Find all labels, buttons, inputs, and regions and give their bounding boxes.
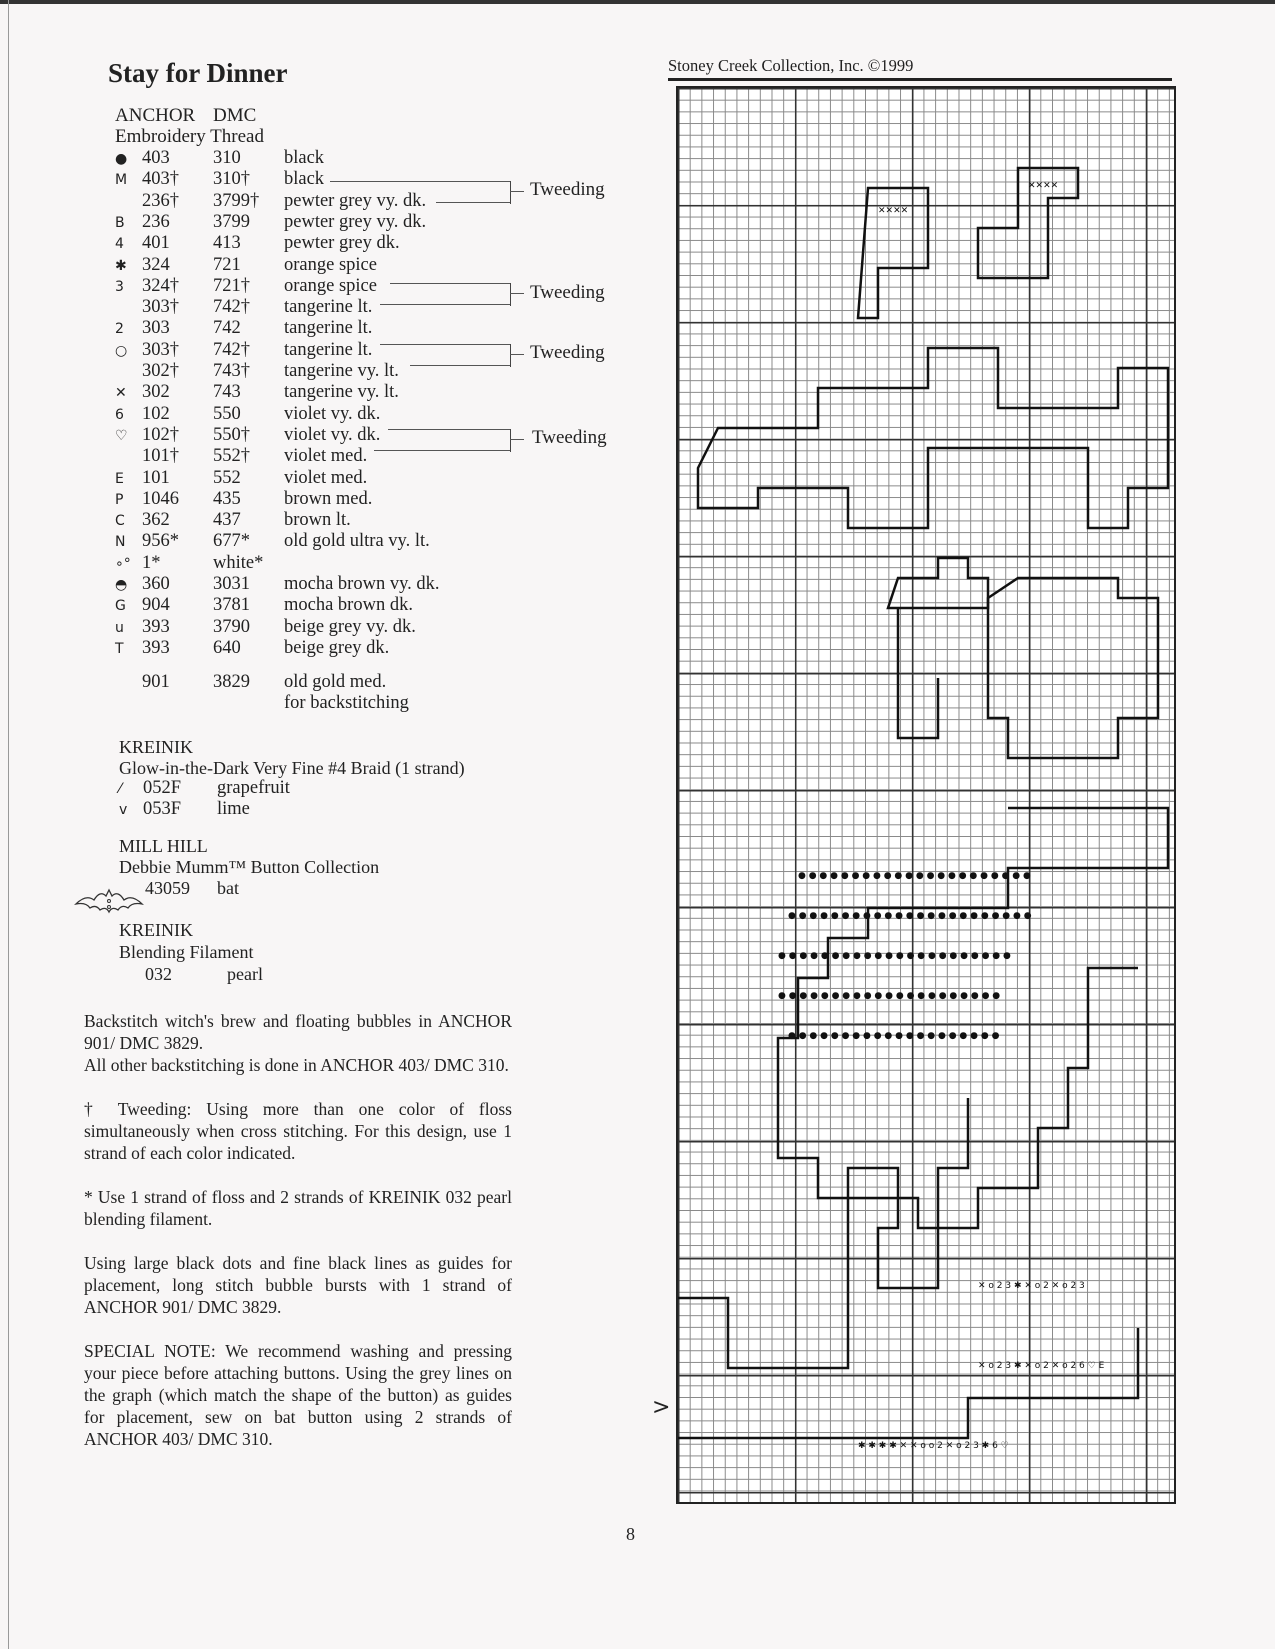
key-header-sub: Embroidery Thread — [115, 126, 264, 147]
anchor-code: 302 — [142, 382, 170, 403]
anchor-code: 303† — [142, 339, 179, 360]
item-code: 053F — [143, 799, 182, 819]
tweeding-label: Tweeding — [530, 342, 605, 363]
thread-symbol-icon: 3 — [115, 278, 124, 295]
note-backstitch-brew: Backstitch witch's brew and floating bubbles in ANCHOR 901/ DMC 3829. — [84, 1011, 512, 1053]
grapefruit-symbol-icon: ⁄ — [119, 781, 122, 797]
millhill-code: 43059 — [145, 878, 190, 898]
chart-symbol-row: ✕ o 2 3 ✱ ✕ o 2 ✕ o 2 3 — [978, 1281, 1085, 1291]
chart-symbol-row: ● ● ● ● ● ● ● ● ● ● ● ● ● ● ● ● ● ● ● ● — [788, 1031, 1000, 1041]
chart-symbol-row: ✕✕✕✕ — [878, 206, 909, 216]
anchor-code: 101† — [142, 446, 179, 467]
thread-symbol-icon: E — [115, 470, 124, 487]
anchor-code: 1046 — [142, 488, 179, 509]
color-name: tangerine vy. lt. — [284, 382, 399, 403]
thread-symbol-icon: ○ — [115, 342, 128, 359]
dmc-code: 742† — [213, 297, 250, 318]
dmc-code: 3790 — [213, 616, 250, 637]
anchor-code: 360 — [142, 574, 170, 594]
chart-motif-outlines — [678, 88, 1174, 1502]
dmc-code: 742† — [213, 339, 250, 360]
bat-button-icon — [74, 882, 144, 916]
color-name: tangerine vy. lt. — [284, 361, 399, 381]
kreinik-product: Glow-in-the-Dark Very Fine #4 Braid (1 strand) — [119, 758, 465, 778]
dmc-code: 552† — [213, 446, 250, 467]
anchor-code: 303 — [142, 318, 170, 339]
kreinik2-product: Blending Filament — [119, 942, 254, 962]
dmc-code: 721† — [213, 275, 250, 296]
item-name: grapefruit — [217, 778, 290, 798]
thread-symbol-icon: ✕ — [115, 385, 127, 402]
anchor-code: 401 — [142, 233, 170, 254]
chart-symbols — [778, 181, 1105, 1451]
color-name: pewter grey dk. — [284, 233, 400, 254]
bubble-outline — [888, 558, 988, 738]
color-name: mocha brown dk. — [284, 595, 413, 616]
cross-stitch-chart-grid — [676, 86, 1176, 1504]
dmc-code: 3031 — [213, 574, 250, 594]
item-name: lime — [217, 799, 250, 819]
anchor-code: 901 — [142, 672, 170, 692]
copyright-credit: Stoney Creek Collection, Inc. ©1999 — [668, 56, 914, 75]
anchor-code: 302† — [142, 361, 179, 381]
thread-symbol-icon: ✱ — [115, 257, 127, 274]
anchor-code: 236† — [142, 190, 179, 211]
chart-symbol-row: ● ● ● ● ● ● ● ● ● ● ● ● ● ● ● ● ● ● ● ● ● ● — [778, 951, 1011, 961]
item-code: 052F — [143, 778, 182, 798]
dmc-code: 550 — [213, 403, 241, 424]
notes-section — [84, 1010, 512, 1450]
anchor-code: 393 — [142, 637, 170, 658]
color-name: tangerine lt. — [284, 318, 373, 339]
flame-outline — [698, 348, 1168, 528]
page-top-edge — [0, 0, 1275, 4]
anchor-code: 956* — [142, 531, 179, 552]
thread-symbol-icon: M — [115, 172, 128, 189]
note-bubble-bursts: Using large black dots and fine black lines as guides for placement, long stitch bubble bursts with 1 strand of ANCHOR 901/ DMC 3829. — [84, 1253, 512, 1317]
anchor-code: 324† — [142, 275, 179, 296]
thread-symbol-icon: ∘° — [115, 555, 131, 572]
note-tweeding: † Tweeding: Using more than one color of floss simultaneously when cross stitching. For this design, use 1 strand of each color indicated. — [84, 1099, 512, 1163]
dmc-code: white* — [213, 552, 264, 573]
color-name: orange spice — [284, 275, 377, 296]
backstitch-note: for backstitching — [284, 693, 409, 713]
anchor-code: 393 — [142, 616, 170, 637]
color-name: tangerine lt. — [284, 297, 373, 318]
anchor-code: 324 — [142, 254, 170, 275]
note-blending: * Use 1 strand of floss and 2 strands of KREINIK 032 pearl blending filament. — [84, 1187, 512, 1229]
dmc-code: 3799 — [213, 211, 250, 232]
anchor-code: 403† — [142, 169, 179, 190]
dmc-code: 552 — [213, 467, 241, 488]
dmc-code: 721 — [213, 254, 241, 275]
color-name: old gold ultra vy. lt. — [284, 531, 430, 552]
chart-symbol-row: ✱ ✱ ✱ ✱ ✕ ✕ o o 2 ✕ o 2 3 ✱ 6 ♡ — [858, 1441, 1009, 1451]
center-marker-icon: > — [652, 1395, 671, 1420]
color-name: beige grey dk. — [284, 637, 390, 658]
millhill-name: bat — [217, 878, 239, 898]
thread-symbol-icon: ● — [115, 151, 128, 167]
color-name: violet med. — [284, 446, 368, 467]
color-name: old gold med. — [284, 672, 387, 692]
cauldron-base-outline — [678, 1098, 1138, 1438]
kreinik-heading: KREINIK — [119, 737, 193, 757]
color-name: pewter grey vy. dk. — [284, 190, 427, 211]
chart-symbol-row: ● ● ● ● ● ● ● ● ● ● ● ● ● ● ● ● ● ● ● ● ● ● ● — [788, 911, 1032, 921]
thread-symbol-icon: B — [115, 214, 125, 231]
millhill-heading: MILL HILL — [119, 836, 208, 856]
dmc-code: 640 — [213, 637, 241, 658]
thread-symbol-icon: ◓ — [115, 577, 128, 593]
chart-symbol-row: ✕ o 2 3 ✱ ✕ o 2 ✕ o 2 6 ♡ E — [978, 1361, 1105, 1371]
thread-symbol-icon: u — [115, 619, 124, 636]
anchor-code: 101 — [142, 467, 170, 488]
color-name: brown med. — [284, 488, 373, 509]
dmc-code: 437 — [213, 510, 241, 531]
thread-symbol-icon: G — [115, 598, 126, 615]
dmc-code: 3799† — [213, 190, 260, 211]
tweeding-label: Tweeding — [530, 282, 605, 303]
thread-symbol-icon: N — [115, 534, 126, 551]
color-name: tangerine lt. — [284, 339, 373, 360]
dmc-code: 413 — [213, 233, 241, 254]
thread-symbol-icon: T — [115, 640, 124, 657]
dmc-code: 435 — [213, 488, 241, 509]
millhill-product: Debbie Mumm™ Button Collection — [119, 857, 380, 877]
anchor-code: 236 — [142, 211, 170, 232]
thread-symbol-icon: ♡ — [115, 427, 128, 444]
dmc-code: 310 — [213, 148, 241, 168]
bubble-outline — [988, 578, 1158, 758]
note-backstitch-other: All other backstitching is done in ANCHOR 403/ DMC 310. — [84, 1055, 509, 1075]
dmc-code: 3829 — [213, 672, 250, 692]
page-margin-line — [8, 0, 9, 1649]
color-name: violet med. — [284, 467, 368, 488]
dmc-code: 310† — [213, 169, 250, 190]
dmc-code: 3781 — [213, 595, 250, 616]
color-name: black — [284, 148, 325, 168]
chart-symbol-row: ● ● ● ● ● ● ● ● ● ● ● ● ● ● ● ● ● ● ● ● ● — [778, 991, 1001, 1001]
dmc-code: 742 — [213, 318, 241, 339]
thread-symbol-icon: 6 — [115, 406, 124, 423]
page-title: Stay for Dinner — [108, 58, 288, 88]
kreinik2-code: 032 — [145, 964, 172, 984]
anchor-code: 362 — [142, 510, 170, 531]
anchor-code: 904 — [142, 595, 170, 616]
color-name: beige grey vy. dk. — [284, 616, 416, 637]
page-number: 8 — [626, 1524, 635, 1544]
tweeding-label: Tweeding — [532, 427, 607, 448]
dmc-code: 677* — [213, 531, 250, 552]
chart-top-border — [668, 78, 1172, 81]
color-name: pewter grey vy. dk. — [284, 211, 427, 232]
note-special: SPECIAL NOTE: We recommend washing and pressing your piece before attaching buttons. Using the grey lines on the graph (which match the shape of the button) as guides for placement, sew on bat button using 2 strands of ANCHOR 403/ DMC 310. — [84, 1341, 512, 1449]
dmc-code: 550† — [213, 424, 250, 445]
thread-symbol-icon: P — [115, 491, 124, 508]
color-name: mocha brown vy. dk. — [284, 574, 440, 594]
tweeding-label: Tweeding — [530, 179, 605, 200]
key-header-dmc: DMC — [213, 105, 257, 126]
thread-symbol-icon: C — [115, 513, 125, 530]
lime-symbol-icon: v — [119, 802, 128, 818]
color-name: violet vy. dk. — [284, 424, 381, 445]
color-name: violet vy. dk. — [284, 403, 381, 424]
key-header-anchor: ANCHOR — [115, 105, 196, 126]
dmc-code: 743† — [213, 361, 250, 381]
kreinik2-name: pearl — [227, 964, 263, 984]
thread-symbol-icon: 2 — [115, 321, 124, 338]
color-name: orange spice — [284, 254, 377, 275]
chart-symbol-row: ✕✕✕✕ — [1028, 181, 1059, 191]
anchor-code: 102† — [142, 424, 179, 445]
color-name: black — [284, 169, 325, 190]
anchor-code: 403 — [142, 148, 170, 168]
dmc-code: 743 — [213, 382, 241, 403]
anchor-code: 303† — [142, 297, 179, 318]
anchor-code: 1* — [142, 552, 161, 573]
chart-symbol-row: ● ● ● ● ● ● ● ● ● ● ● ● ● ● ● ● ● ● ● ● ● ● — [798, 871, 1031, 881]
color-name: brown lt. — [284, 510, 351, 531]
kreinik2-heading: KREINIK — [119, 920, 193, 940]
anchor-code: 102 — [142, 403, 170, 424]
thread-symbol-icon: 4 — [115, 236, 124, 253]
